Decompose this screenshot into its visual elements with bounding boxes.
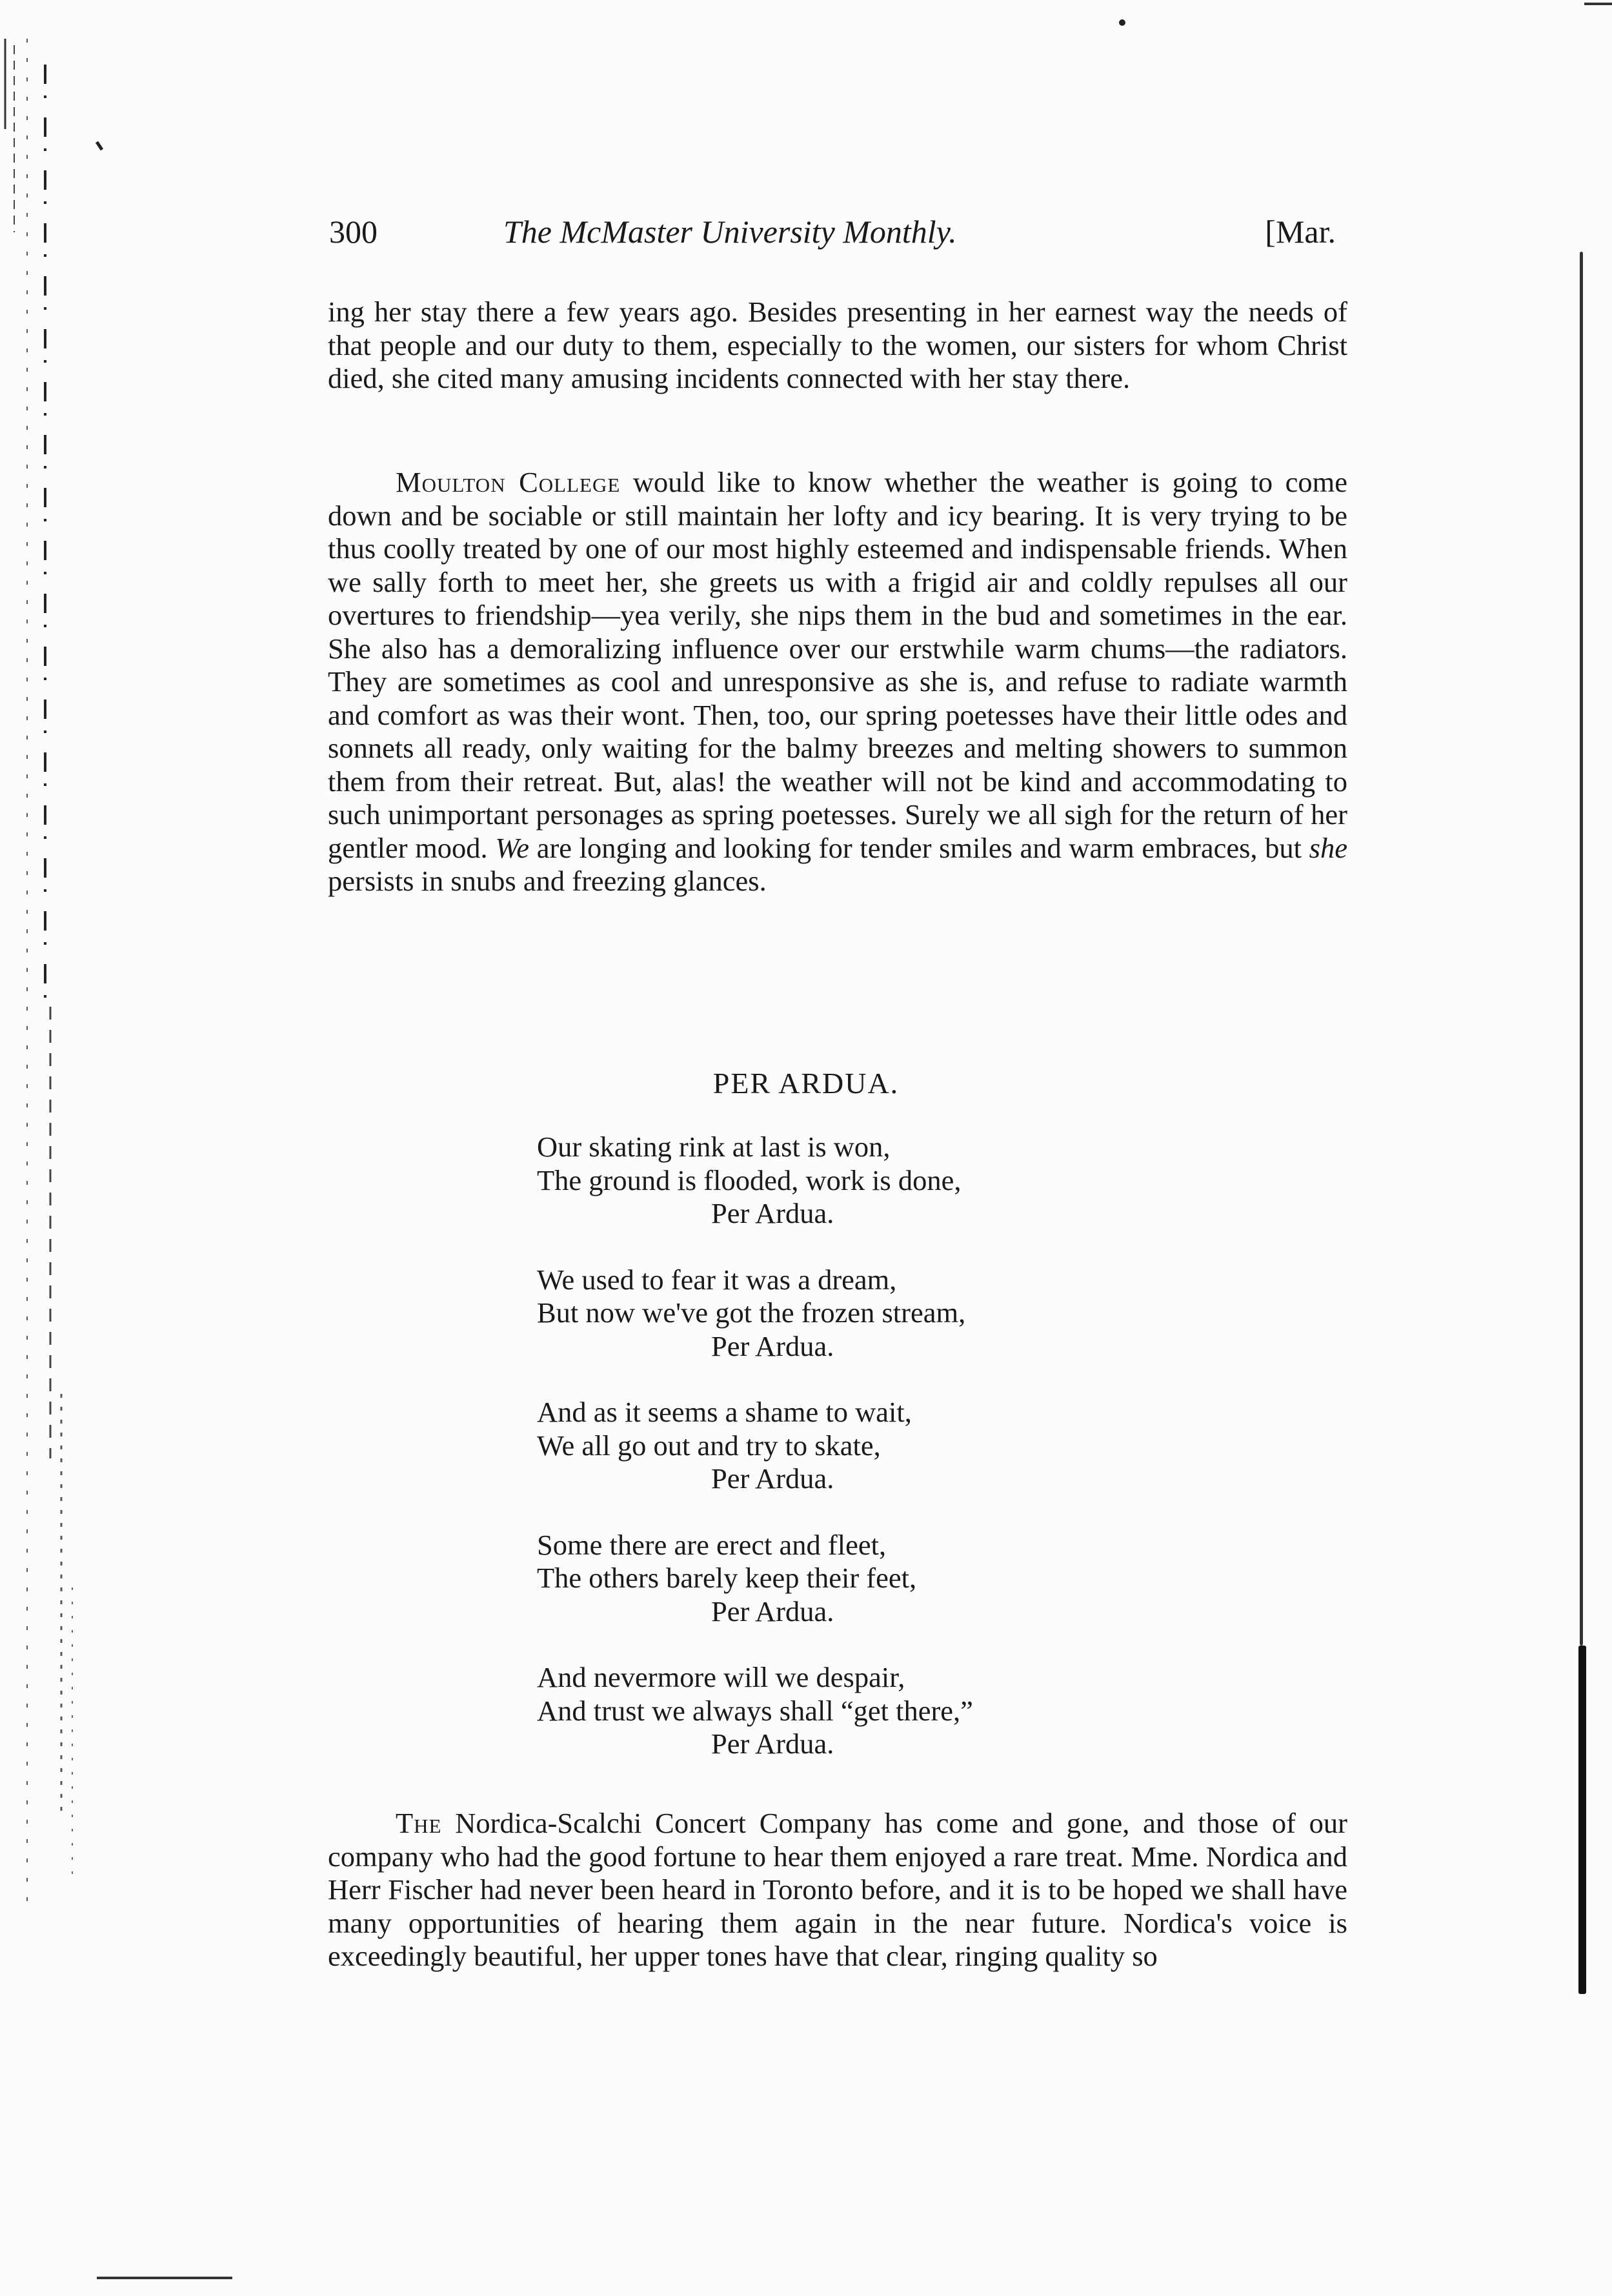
poem-refrain: Per Ardua. <box>711 1595 834 1627</box>
scan-bottom-rule <box>97 2277 232 2279</box>
poem-line: We used to fear it was a dream, <box>537 1263 897 1296</box>
poem-line: And trust we always shall “get there,” <box>537 1694 973 1727</box>
poem-line: But now we've got the frozen stream, <box>537 1296 966 1329</box>
poem-refrain: Per Ardua. <box>711 1462 834 1495</box>
paragraph-body: Nordica-Scalchi Concert Company has come and gone, and those of our company who had the good fortune to hear them enjoyed a rare treat. Mme. Nordica and Herr Fischer had never been heard in Toronto before, and it is to be hoped we shall have many opportunities of hearing them again in the near future. Nordica's voice is exceedingly beautiful, her upper tones have that clear, ringing quality so <box>328 1807 1347 1972</box>
scan-speck <box>1119 19 1125 26</box>
poem-line: Our skating rink at last is won, <box>537 1131 891 1163</box>
paragraph-continuation <box>328 296 1347 396</box>
poem-line: The others barely keep their feet, <box>537 1562 917 1594</box>
running-head <box>329 213 1336 271</box>
poem-stanza <box>537 1264 1182 1364</box>
emphasis-we: We <box>495 831 530 864</box>
paragraph-text <box>328 466 1347 898</box>
poem-stanza <box>537 1529 1182 1629</box>
paragraph-concert <box>328 1807 1347 1973</box>
binding-edge-marks <box>0 39 103 2000</box>
poem-refrain: Per Ardua. <box>711 1727 834 1760</box>
emphasis-she: she <box>1309 831 1347 864</box>
poem-line: And nevermore will we despair, <box>537 1661 905 1693</box>
paragraph-body: would like to know whether the weather is going to come down and be sociable or still maintain her lofty and icy bearing. It is very trying to be thus coolly treated by one of our most highly esteemed and indispensable friends. When we sally forth to meet her, she greets us with a frigid air and coldly repulses all our overtures to friendship—yea verily, she nips them in the bud and sometimes in the ear. She also has a demoralizing influence over our erstwhile warm chums—the radiators. They are sometimes as cool and unresponsive as she is, and refuse to radiate warmth and comfort as was their wont. Then, too, our spring poetesses have their little odes and sonnets all ready, only waiting for the balmy breezes and melting showers to summon them from their retreat. But, alas! the weather will not be kind and accommodating to such unimportant personages as spring poetesses. Surely we all sigh for the return of her gentler mood. <box>328 466 1347 864</box>
poem-stanza <box>537 1661 1182 1761</box>
paragraph-lead: The <box>396 1807 442 1839</box>
poem-stanza <box>537 1396 1182 1496</box>
paragraph-lead: Moulton College <box>396 466 621 498</box>
paragraph-body-mid: are longing and looking for tender smiles and warm embraces, but <box>529 831 1309 864</box>
poem-line: Some there are erect and fleet, <box>537 1528 887 1561</box>
page-number: 300 <box>329 214 378 250</box>
paragraph-body-end: persists in snubs and freezing glances. <box>328 865 767 897</box>
poem-line: The ground is flooded, work is done, <box>537 1163 962 1196</box>
poem <box>537 1131 1182 1794</box>
page-edge-rule <box>1580 252 1583 1646</box>
page-edge-rule-heavy <box>1578 1646 1586 1994</box>
issue-month: [Mar. <box>1265 214 1336 250</box>
poem-stanza <box>537 1131 1182 1231</box>
poem-line: We all go out and try to skate, <box>537 1429 881 1462</box>
poem-title: PER ARDUA. <box>712 1067 900 1100</box>
paragraph-moulton <box>328 466 1347 898</box>
poem-line: And as it seems a shame to wait, <box>537 1396 912 1428</box>
poem-refrain: Per Ardua. <box>711 1329 834 1362</box>
paragraph-text <box>328 1807 1347 1973</box>
poem-refrain: Per Ardua. <box>711 1197 834 1229</box>
journal-title: The McMaster University Monthly. <box>503 214 957 250</box>
scan-corner-rule <box>1584 3 1612 5</box>
paragraph-text: ing her stay there a few years ago. Besides presenting in her earnest way the needs of that people and our duty to them, especially to the women, our sisters for whom Christ died, she cited many amusing incidents connected with her stay there. <box>328 296 1347 394</box>
